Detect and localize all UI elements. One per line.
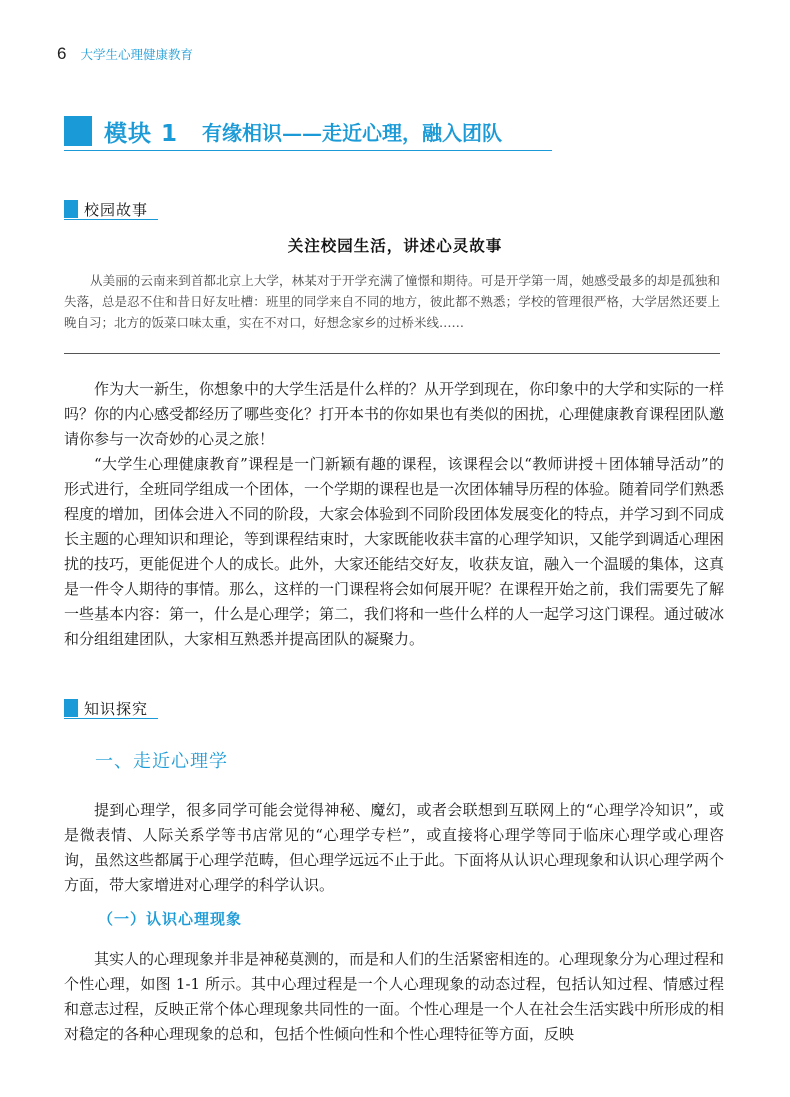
story-divider [64,353,720,354]
intro-paragraph-1: 作为大一新生，你想象中的大学生活是什么样的？从开学到现在，你印象中的大学和实际的一样吗？你的内心感受都经历了哪些变化？打开本书的你如果也有类似的困扰，心理健康教育课程团队邀请你参与一次奇妙的心灵之旅！ [64,380,725,448]
section-marker-block [64,200,78,218]
module-heading [64,112,552,151]
running-header [57,44,193,64]
module-title: 有缘相识——走近心理，融入团队 [202,120,503,145]
book-title: 大学生心理健康教育 [80,47,193,62]
story-text: 从美丽的云南来到首都北京上大学，林某对于开学充满了憧憬和期待。可是开学第一周，她感受最多的却是孤独和失落，总是忍不住和昔日好友吐槽：班里的同学来自不同的地方，彼此都不熟悉；学校的管理很严格，大学居然还要上晚自习；北方的饭菜口味太重，实在不对口，好想念家乡的过桥米线…… [64,273,720,330]
module-label: 模块 1 [104,120,179,147]
section-tag-label: 知识探究 [84,699,149,718]
module-marker-block [64,116,92,146]
knowledge-paragraph-1: 提到心理学，很多同学可能会觉得神秘、魔幻，或者会联想到互联网上的“心理学冷知识”，或是微表情、人际关系学等书店常见的“心理学专栏”，或直接将心理学等同于临床心理学或心理咨询，虽然这些都属于心理学范畴，但心理学远远不止于此。下面将从认识心理现象和认识心理学两个方面，带大家增进对心理学的科学认识。 [64,801,725,894]
section-heading-psychology: 一、走近心理学 [95,751,228,772]
subheading-mental-phenomena: （一）认识心理现象 [98,910,243,928]
page-number: 6 [57,44,67,63]
section-tag-label: 校园故事 [84,200,149,219]
section-tag-knowledge [64,698,158,719]
intro-paragraph-2: “大学生心理健康教育”课程是一门新颖有趣的课程，该课程会以“教师讲授＋团体辅导活动”的形式进行，全班同学组成一个团体，一个学期的课程也是一次团体辅导历程的体验。随着同学们熟悉程度的增加，团体会进入不同的阶段，大家会体验到不同阶段团体发展变化的特点，并学习到不同成长主题的心理知识和理论，等到课程结束时，大家既能收获丰富的心理学知识，又能学到调适心理困扰的技巧，更能促进个人的成长。此外，大家还能结交好友，收获友谊，融入一个温暖的集体，这真是一件令人期待的事情。那么，这样的一门课程将会如何展开呢？在课程开始之前，我们需要先了解一些基本内容：第一，什么是心理学；第二，我们将和一些什么样的人一起学习这门课程。通过破冰和分组组建团队，大家相互熟悉并提高团队的凝聚力。 [64,455,725,648]
story-title: 关注校园生活，讲述心灵故事 [287,237,503,255]
section-tag-campus-story [64,199,158,220]
knowledge-paragraph-2: 其实人的心理现象并非是神秘莫测的，而是和人们的生活紧密相连的。心理现象分为心理过程和个性心理，如图 1-1 所示。其中心理过程是一个人心理现象的动态过程，包括认知过程、情感过程和意志过程，反映正常个体心理现象共同性的一面。个性心理是一个人在社会生活实践中所形成的相对稳定的各种心理现象的总和，包括个性倾向性和个性心理特征等方面，反映 [64,950,725,1043]
section-marker-block [64,699,78,717]
